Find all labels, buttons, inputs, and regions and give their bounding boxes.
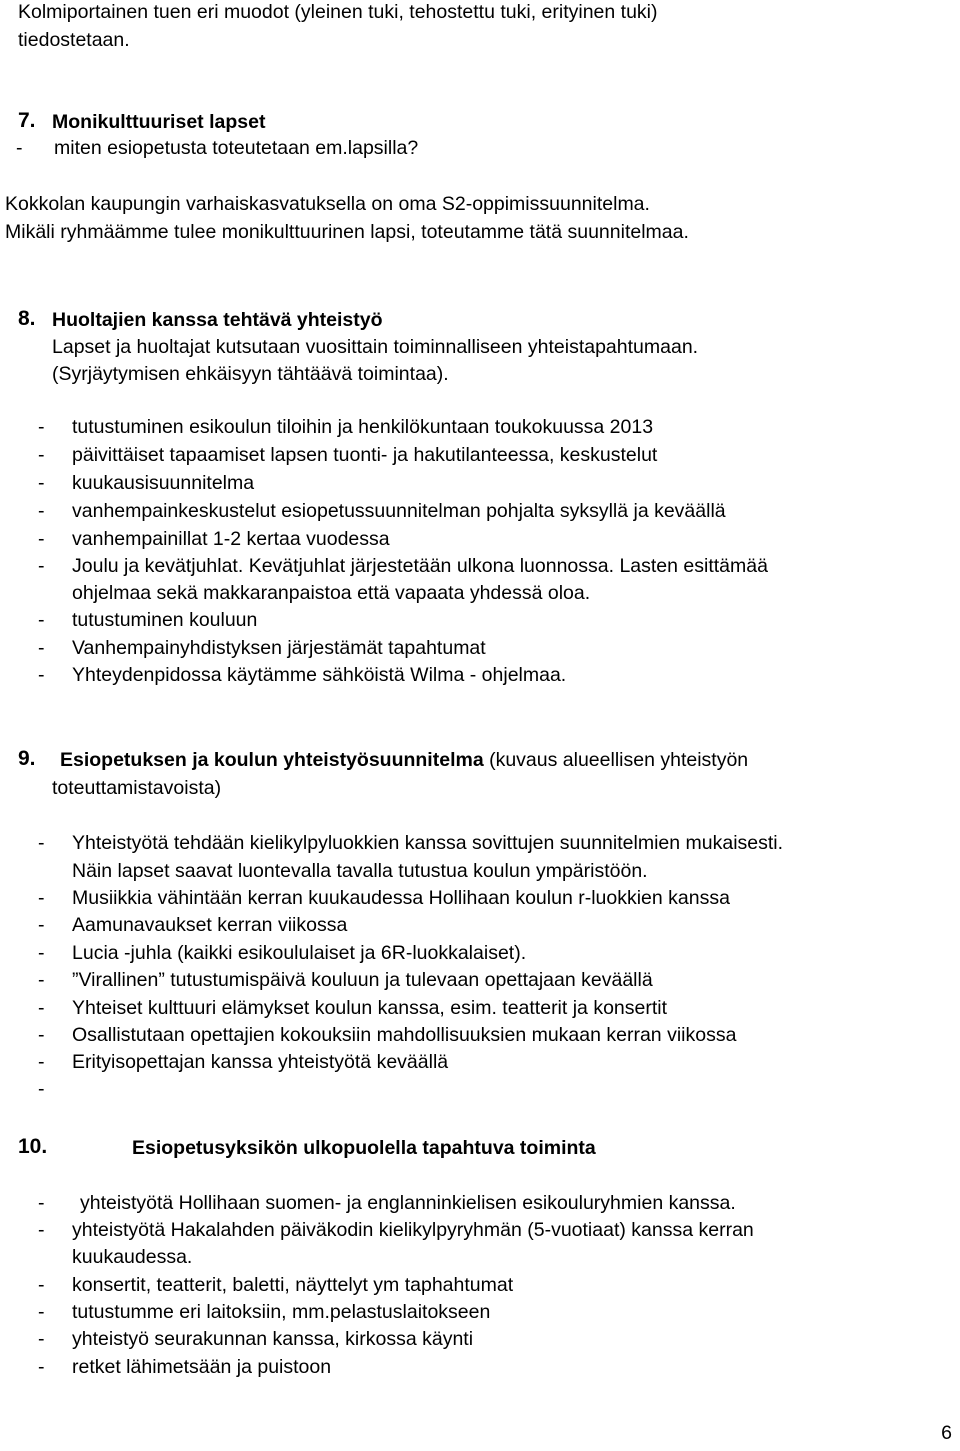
dash: -: [38, 1078, 45, 1100]
list-item-text: Musiikkia vähintään kerran kuukaudessa Hollihaan koulun r-luokkien kanssa: [72, 887, 730, 909]
dash: -: [38, 609, 45, 631]
list-item-text: Yhteydenpidossa käytämme sähköistä Wilma - ohjelmaa.: [72, 664, 567, 686]
dash: -: [38, 1192, 45, 1214]
dash: -: [38, 1051, 45, 1073]
list-item-text: yhteistyötä Hollihaan suomen- ja englanninkielisen esikouluryhmien kanssa.: [80, 1192, 736, 1214]
list-item-text: vanhempainkeskustelut esiopetussuunnitelman pohjalta syksyllä ja keväällä: [72, 500, 726, 522]
list-item-text: vanhempainillat 1-2 kertaa vuodessa: [72, 528, 390, 550]
dash: -: [38, 914, 45, 936]
section-8-line-2: (Syrjäytymisen ehkäisyyn tähtäävä toimintaa).: [52, 363, 449, 385]
list-item-text: päivittäiset tapaamiset lapsen tuonti- ja hakutilanteessa, keskustelut: [72, 444, 658, 466]
dash: -: [38, 528, 45, 550]
list-item-text: kuukausisuunnitelma: [72, 472, 255, 494]
list-item-text: Erityisopettajan kanssa yhteistyötä keväällä: [72, 1051, 449, 1073]
list-item-text: tutustuminen kouluun: [72, 609, 258, 631]
dash: -: [16, 137, 23, 159]
dash: -: [38, 1274, 45, 1296]
dash: -: [38, 1024, 45, 1046]
section-7-title: Monikulttuuriset lapset: [52, 111, 266, 133]
dash: -: [38, 887, 45, 909]
dash: -: [38, 472, 45, 494]
dash: -: [38, 832, 45, 854]
section-9-title-line-2: toteuttamistavoista): [52, 777, 222, 799]
dash: -: [38, 997, 45, 1019]
list-item-text: kuukaudessa.: [72, 1246, 193, 1268]
list-item-text: Vanhempainyhdistyksen järjestämät tapahtumat: [72, 637, 486, 659]
list-item-text: yhteistyö seurakunnan kanssa, kirkossa käynti: [72, 1328, 474, 1350]
section-10-number: 10.: [18, 1135, 48, 1158]
dash: -: [38, 1356, 45, 1378]
dash: -: [38, 416, 45, 438]
section-9-title-rest: (kuvaus alueellisen yhteistyön: [483, 749, 749, 771]
list-item-text: yhteistyötä Hakalahden päiväkodin kielikylpyryhmän (5-vuotiaat) kanssa kerran: [72, 1219, 754, 1241]
dash: -: [38, 969, 45, 991]
dash: -: [38, 664, 45, 686]
list-item-text: Joulu ja kevätjuhlat. Kevätjuhlat järjestetään ulkona luonnossa. Lasten esittämää: [72, 555, 768, 577]
list-item-text: ohjelmaa sekä makkaranpaistoa että vapaata yhdessä oloa.: [72, 582, 591, 604]
dash: -: [38, 637, 45, 659]
list-item-text: tutustuminen esikoulun tiloihin ja henkilökuntaan toukokuussa 2013: [72, 416, 654, 438]
section-10-title: Esiopetusyksikön ulkopuolella tapahtuva toiminta: [132, 1137, 596, 1159]
list-item-text: Osallistutaan opettajien kokouksiin mahdollisuuksien mukaan kerran viikossa: [72, 1024, 737, 1046]
section-8-line-1: Lapset ja huoltajat kutsutaan vuosittain toiminnalliseen yhteistapahtumaan.: [52, 336, 699, 358]
page-number: 6: [941, 1422, 952, 1444]
section-7-number: 7.: [18, 109, 36, 132]
list-item-text: retket lähimetsään ja puistoon: [72, 1356, 332, 1378]
list-item-text: Lucia -juhla (kaikki esikoululaiset ja 6R-luokkalaiset).: [72, 942, 527, 964]
list-item-text: Aamunavaukset kerran viikossa: [72, 914, 348, 936]
dash: -: [38, 555, 45, 577]
list-item-text: konsertit, teatterit, baletti, näyttelyt ym taphahtumat: [72, 1274, 514, 1296]
dash: -: [38, 1301, 45, 1323]
section-8-number: 8.: [18, 307, 36, 330]
dash: -: [38, 942, 45, 964]
list-item-text: ”Virallinen” tutustumispäivä kouluun ja tulevaan opettajaan keväällä: [72, 969, 653, 991]
section-8-title: Huoltajien kanssa tehtävä yhteistyö: [52, 309, 383, 331]
section-9-heading: [60, 748, 748, 772]
intro-line-1: Kolmiportainen tuen eri muodot (yleinen tuki, tehostettu tuki, erityinen tuki): [18, 1, 658, 23]
section-7-para-1: Kokkolan kaupungin varhaiskasvatuksella on oma S2-oppimissuunnitelma.: [5, 193, 650, 215]
section-9-number: 9.: [18, 747, 36, 770]
section-9-title: Esiopetuksen ja koulun yhteistyösuunnitelma: [60, 749, 484, 771]
list-item-text: Yhteistyötä tehdään kielikylpyluokkien kanssa sovittujen suunnitelmien mukaisesti.: [72, 832, 784, 854]
dash: -: [38, 1328, 45, 1350]
list-item-text: Yhteiset kulttuuri elämykset koulun kanssa, esim. teatterit ja konsertit: [72, 997, 668, 1019]
section-7-subitem-text: miten esiopetusta toteutetaan em.lapsilla?: [54, 137, 419, 159]
dash: -: [38, 444, 45, 466]
dash: -: [38, 500, 45, 522]
section-7-para-2: Mikäli ryhmäämme tulee monikulttuurinen lapsi, toteutamme tätä suunnitelmaa.: [5, 221, 689, 243]
list-item-text: tutustumme eri laitoksiin, mm.pelastuslaitokseen: [72, 1301, 491, 1323]
intro-line-2: tiedostetaan.: [18, 29, 130, 51]
list-item-text: Näin lapset saavat luontevalla tavalla tutustua koulun ympäristöön.: [72, 860, 648, 882]
dash: -: [38, 1219, 45, 1241]
